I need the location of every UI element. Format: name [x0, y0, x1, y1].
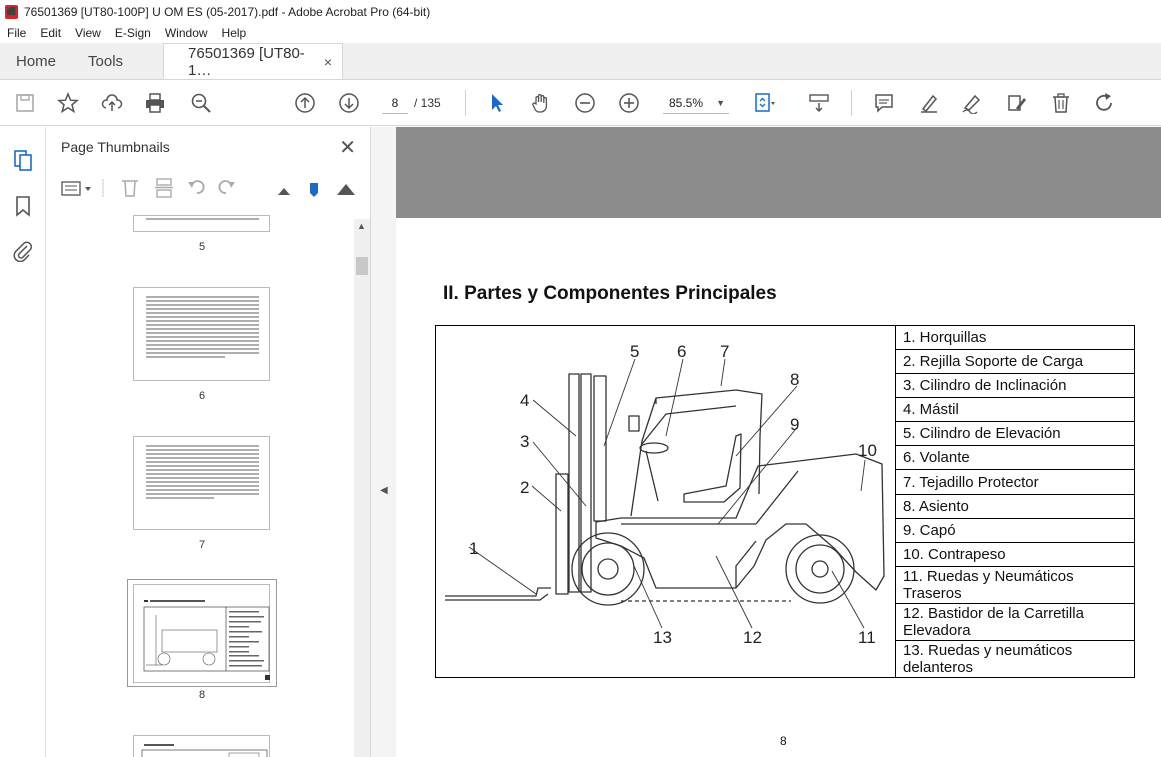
section-heading: II. Partes y Componentes Principales [443, 283, 777, 304]
diagram-label-10: 10 [858, 441, 877, 460]
print-icon[interactable] [143, 91, 167, 115]
zoom-in-icon[interactable] [617, 91, 641, 115]
highlight-pen-icon[interactable] [917, 91, 941, 115]
toolbar-divider [465, 90, 466, 116]
thumbnail-page-6[interactable] [133, 287, 270, 381]
zoom-out-icon[interactable] [573, 91, 597, 115]
page-total: / 135 [414, 96, 441, 110]
menu-file[interactable]: File [7, 26, 27, 40]
parts-list-item: 11. Ruedas y Neumáticos Traseros [895, 567, 1135, 604]
edit-pdf-icon[interactable] [1005, 91, 1029, 115]
menu-esign[interactable]: E-Sign [114, 26, 151, 40]
select-cursor-icon[interactable] [485, 91, 509, 115]
rotate-right-icon[interactable] [219, 181, 235, 193]
window-titlebar [0, 0, 1161, 23]
thumbnail-label: 8 [198, 689, 206, 701]
menu-help[interactable]: Help [221, 26, 247, 40]
thumbnail-scrollbar[interactable] [354, 219, 370, 757]
previous-page-icon[interactable] [293, 91, 317, 115]
larger-thumbnails-icon[interactable] [337, 184, 355, 195]
diagram-label-8: 8 [790, 370, 800, 389]
parts-list-item: 10. Contrapeso [895, 543, 1135, 567]
parts-list-item: 1. Horquillas [895, 326, 1135, 350]
panel-collapse-handle[interactable] [371, 127, 396, 757]
page-number-input[interactable]: 8 [382, 92, 408, 114]
diagram-label-2: 2 [520, 478, 530, 497]
thumbnail-size-slider[interactable] [310, 183, 318, 197]
diagram-label-6: 6 [677, 342, 687, 361]
menu-view[interactable]: View [75, 26, 101, 40]
thumbnail-label: 7 [198, 539, 206, 551]
parts-list-item: 8. Asiento [895, 495, 1135, 519]
page-thumbnails-panel [46, 127, 371, 757]
diagram-label-3: 3 [520, 432, 530, 451]
zoom-level-value: 85.5% [669, 96, 704, 110]
tab-document[interactable] [163, 43, 343, 79]
parts-list-item: 2. Rejilla Soporte de Carga [895, 350, 1135, 374]
panel-title: Page Thumbnails [61, 139, 170, 155]
parts-list-item: 4. Mástil [895, 398, 1135, 422]
parts-list [895, 326, 1135, 678]
diagram-label-7: 7 [720, 342, 730, 361]
menu-bar [0, 23, 1161, 43]
thumbnail-options-icon[interactable] [62, 182, 91, 195]
menu-window[interactable]: Window [164, 26, 208, 40]
thumbnail-label: 6 [198, 390, 206, 402]
next-page-icon[interactable] [337, 91, 361, 115]
page-gap [396, 127, 1161, 218]
thumbnail-page-5[interactable] [133, 215, 270, 232]
delete-page-icon[interactable] [122, 181, 138, 196]
diagram-label-12: 12 [743, 628, 762, 647]
scroll-up-icon[interactable]: ▲ [357, 221, 366, 231]
bookmark-icon[interactable] [12, 195, 34, 217]
comment-icon[interactable] [872, 91, 896, 115]
toolbar [0, 80, 1161, 126]
thumbnail-page-7[interactable] [133, 436, 270, 530]
delete-icon[interactable] [1049, 91, 1073, 115]
parts-list-item: 9. Capó [895, 519, 1135, 543]
save-icon[interactable] [13, 91, 37, 115]
zoom-search-icon[interactable] [189, 91, 213, 115]
close-tab-icon[interactable]: × [323, 53, 333, 70]
diagram-label-4: 4 [520, 391, 530, 410]
tab-bar [0, 43, 1161, 80]
scroll-mode-icon[interactable] [807, 91, 831, 115]
cloud-upload-icon[interactable] [100, 91, 124, 115]
thumbnail-tools [56, 175, 366, 201]
tab-home[interactable]: Home [16, 52, 57, 70]
thumbnail-list [46, 215, 356, 757]
parts-list-item: 7. Tejadillo Protector [895, 470, 1135, 495]
thumbnail-label: 5 [198, 241, 206, 253]
forklift-diagram [436, 326, 896, 679]
toolbar-divider [851, 90, 852, 116]
pdf-page [396, 218, 1161, 757]
thumbnail-page-8[interactable] [133, 584, 270, 683]
parts-list-item: 13. Ruedas y neumáticos delanteros [895, 641, 1135, 678]
tab-document-label: 76501369 [UT80-1… [188, 44, 305, 79]
menu-edit[interactable]: Edit [40, 26, 62, 40]
document-viewer [396, 127, 1161, 757]
parts-list-item: 12. Bastidor de la Carretilla Elevadora [895, 604, 1135, 641]
diagram-label-1: 1 [469, 539, 479, 558]
parts-list-item: 6. Volante [895, 446, 1135, 470]
zoom-level-select[interactable] [663, 92, 729, 114]
rotate-left-icon[interactable] [188, 181, 204, 193]
hand-tool-icon[interactable] [529, 91, 553, 115]
scrollbar-thumb[interactable] [356, 257, 368, 275]
diagram-label-5: 5 [630, 342, 640, 361]
window-title: 76501369 [UT80-100P] U OM ES (05-2017).pdf - Adobe Acrobat Pro (64-bit) [24, 4, 431, 19]
attachment-icon[interactable] [12, 240, 34, 262]
sign-icon[interactable] [960, 91, 984, 115]
tab-tools[interactable]: Tools [88, 52, 124, 70]
chevron-down-icon: ▼ [716, 98, 725, 108]
diagram-label-9: 9 [790, 415, 800, 434]
figure-box [435, 325, 1135, 678]
left-navigation-rail [0, 127, 46, 757]
parts-list-item: 5. Cilindro de Elevación [895, 422, 1135, 446]
extract-page-icon[interactable] [155, 179, 173, 197]
acrobat-pdf-icon: ⬛ [5, 5, 18, 19]
page-thumbnails-icon[interactable] [12, 149, 34, 171]
thumbnail-page-9[interactable] [133, 735, 270, 757]
diagram-label-13: 13 [653, 628, 672, 647]
smaller-thumbnails-icon[interactable] [278, 188, 290, 195]
collapse-arrow-icon: ◀ [380, 485, 388, 496]
parts-list-item: 3. Cilindro de Inclinación [895, 374, 1135, 398]
fit-page-icon[interactable] [752, 91, 776, 115]
star-icon[interactable] [56, 91, 80, 115]
page-footer-number: 8 [780, 734, 787, 748]
close-panel-icon[interactable]: ✕ [339, 137, 356, 159]
redo-icon[interactable] [1093, 91, 1117, 115]
diagram-label-11: 11 [858, 628, 876, 647]
